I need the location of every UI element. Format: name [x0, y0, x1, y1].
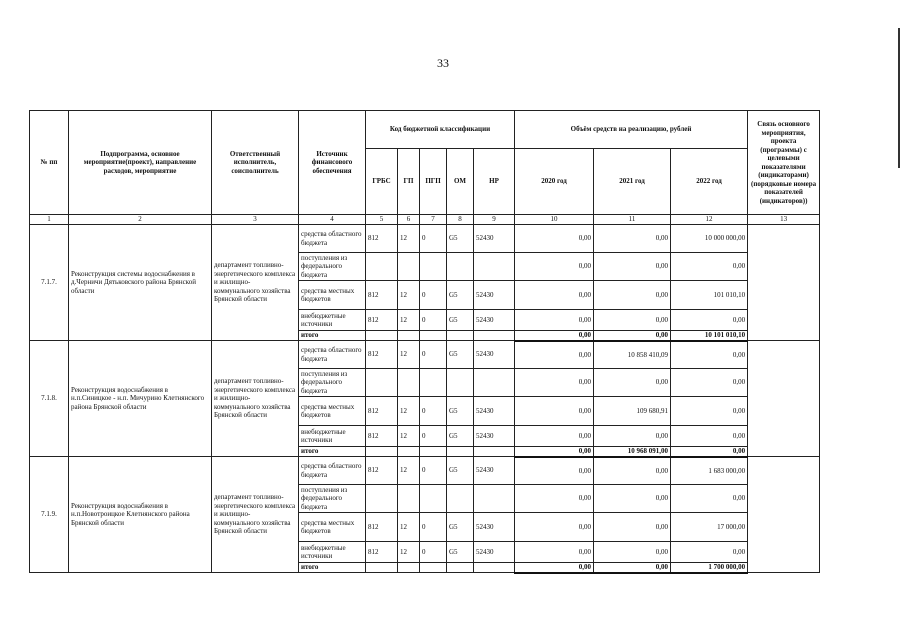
column-index: 6: [398, 215, 420, 225]
amount-2021: 0,00: [594, 485, 671, 513]
amount-2020: 0,00: [515, 369, 594, 397]
amount-2022: 10 000 000,00: [671, 225, 748, 253]
code-nr: 52430: [474, 513, 515, 542]
column-index: 10: [515, 215, 594, 225]
code-nr: 52430: [474, 542, 515, 563]
code-om: G5: [447, 225, 474, 253]
code-nr: 52430: [474, 341, 515, 369]
amount-2020: 0,00: [515, 457, 594, 485]
amount-2020: 0,00: [515, 281, 594, 310]
code-gp: 12: [398, 542, 420, 563]
funding-source: средства местных бюджетов: [299, 397, 366, 426]
code-pgp: [420, 369, 447, 397]
measure-executor: департамент топливно-энергетического комплекса и жилищно-коммунального хозяйства Брянской области: [212, 341, 299, 457]
code-nr: 52430: [474, 397, 515, 426]
code-gp: 12: [398, 341, 420, 369]
funding-source: средства местных бюджетов: [299, 281, 366, 310]
code-om: [447, 447, 474, 457]
code-om: [447, 563, 474, 573]
code-grbs: [366, 447, 398, 457]
code-grbs: [366, 331, 398, 341]
code-pgp: 0: [420, 341, 447, 369]
amount-2021: 0,00: [594, 253, 671, 281]
header-link: Связь основного мероприятия, проекта (программы) с целевыми показателями (индикаторами) (порядковые номера показателей (индикаторов)): [748, 111, 820, 215]
amount-2021: 0,00: [594, 310, 671, 331]
amount-2022: 0,00: [671, 426, 748, 447]
amount-2022: 1 683 000,00: [671, 457, 748, 485]
code-pgp: 0: [420, 225, 447, 253]
amount-2022: 0,00: [671, 542, 748, 563]
measure-executor: департамент топливно-энергетического комплекса и жилищно-коммунального хозяйства Брянской области: [212, 225, 299, 341]
code-om: G5: [447, 341, 474, 369]
total-2021: 10 968 091,00: [594, 447, 671, 457]
code-om: G5: [447, 281, 474, 310]
code-grbs: 812: [366, 426, 398, 447]
column-index: 8: [447, 215, 474, 225]
code-pgp: 0: [420, 397, 447, 426]
total-2022: 0,00: [671, 447, 748, 457]
code-pgp: [420, 253, 447, 281]
table-row: [30, 457, 820, 485]
code-pgp: 0: [420, 310, 447, 331]
column-index: 4: [299, 215, 366, 225]
amount-2020: 0,00: [515, 310, 594, 331]
amount-2022: 0,00: [671, 310, 748, 331]
amount-2022: 0,00: [671, 341, 748, 369]
column-index: 11: [594, 215, 671, 225]
indicator-link: [748, 225, 820, 341]
measure-name: Реконструкция системы водоснабжения в д.Черничи Дятьковского района Брянской области: [69, 225, 212, 341]
code-om: G5: [447, 426, 474, 447]
code-om: G5: [447, 542, 474, 563]
code-grbs: 812: [366, 225, 398, 253]
amount-2020: 0,00: [515, 485, 594, 513]
code-om: [447, 485, 474, 513]
code-gp: 12: [398, 397, 420, 426]
code-pgp: [420, 447, 447, 457]
total-label: итого: [299, 563, 366, 573]
amount-2021: 0,00: [594, 542, 671, 563]
total-2020: 0,00: [515, 563, 594, 573]
code-pgp: 0: [420, 281, 447, 310]
amount-2021: 0,00: [594, 457, 671, 485]
code-gp: [398, 563, 420, 573]
code-pgp: [420, 563, 447, 573]
code-gp: 12: [398, 310, 420, 331]
code-grbs: [366, 253, 398, 281]
header-subprogram: Подпрограмма, основное мероприятие(проект), направление расходов, мероприятие: [69, 111, 212, 215]
funding-source: внебюджетные источники: [299, 426, 366, 447]
code-nr: [474, 563, 515, 573]
header-source: Источник финансового обеспечения: [299, 111, 366, 215]
code-om: [447, 253, 474, 281]
amount-2022: 101 010,10: [671, 281, 748, 310]
amount-2021: 0,00: [594, 426, 671, 447]
header-grbs: ГРБС: [366, 149, 398, 215]
code-gp: 12: [398, 513, 420, 542]
column-index: 9: [474, 215, 515, 225]
total-2022: 10 101 010,10: [671, 331, 748, 341]
column-index: 13: [748, 215, 820, 225]
header-num: № пп: [30, 111, 69, 215]
measure-number: 7.1.8.: [30, 341, 69, 457]
code-nr: [474, 331, 515, 341]
code-om: G5: [447, 513, 474, 542]
amount-2020: 0,00: [515, 426, 594, 447]
column-index: 7: [420, 215, 447, 225]
code-grbs: [366, 485, 398, 513]
header-2022: 2022 год: [671, 149, 748, 215]
code-om: G5: [447, 310, 474, 331]
amount-2022: 17 000,00: [671, 513, 748, 542]
code-grbs: 812: [366, 513, 398, 542]
code-nr: [474, 253, 515, 281]
total-2020: 0,00: [515, 447, 594, 457]
header-classification: Код бюджетной классификации: [366, 111, 515, 149]
measure-name: Реконструкция водоснабжения в н.п.Новотроицкое Клетнянского района Брянской области: [69, 457, 212, 573]
total-label: итого: [299, 331, 366, 341]
total-2021: 0,00: [594, 331, 671, 341]
amount-2022: 0,00: [671, 253, 748, 281]
amount-2021: 109 680,91: [594, 397, 671, 426]
code-pgp: 0: [420, 426, 447, 447]
code-pgp: 0: [420, 457, 447, 485]
amount-2020: 0,00: [515, 225, 594, 253]
code-gp: [398, 369, 420, 397]
amount-2022: 0,00: [671, 485, 748, 513]
code-gp: 12: [398, 457, 420, 485]
funding-source: поступления из федерального бюджета: [299, 485, 366, 513]
funding-source: поступления из федерального бюджета: [299, 369, 366, 397]
page-edge-line: [898, 28, 900, 168]
amount-2021: 0,00: [594, 369, 671, 397]
column-index: 3: [212, 215, 299, 225]
funding-source: средства местных бюджетов: [299, 513, 366, 542]
code-nr: 52430: [474, 426, 515, 447]
header-nr: НР: [474, 149, 515, 215]
indicator-link: [748, 457, 820, 573]
indicator-link: [748, 341, 820, 457]
header-executor: Ответственный исполнитель, соисполнитель: [212, 111, 299, 215]
funding-source: внебюджетные источники: [299, 310, 366, 331]
code-grbs: 812: [366, 341, 398, 369]
code-grbs: [366, 369, 398, 397]
measure-name: Реконструкция водоснабжения в н.п.Синицкое - н.п. Мичурино Клетнянского района Брянской области: [69, 341, 212, 457]
total-label: итого: [299, 447, 366, 457]
code-nr: 52430: [474, 281, 515, 310]
code-pgp: 0: [420, 513, 447, 542]
column-index: 2: [69, 215, 212, 225]
header-2020: 2020 год: [515, 149, 594, 215]
amount-2022: 0,00: [671, 397, 748, 426]
code-gp: [398, 331, 420, 341]
code-nr: 52430: [474, 225, 515, 253]
amount-2020: 0,00: [515, 397, 594, 426]
amount-2020: 0,00: [515, 513, 594, 542]
total-2020: 0,00: [515, 331, 594, 341]
code-pgp: 0: [420, 542, 447, 563]
header-gp: ГП: [398, 149, 420, 215]
column-index: 5: [366, 215, 398, 225]
budget-table: [29, 110, 820, 574]
amount-2022: 0,00: [671, 369, 748, 397]
page-number: 33: [437, 56, 449, 70]
amount-2020: 0,00: [515, 253, 594, 281]
code-gp: [398, 485, 420, 513]
funding-source: средства областного бюджета: [299, 225, 366, 253]
table-row: [30, 341, 820, 369]
amount-2021: 10 858 410,09: [594, 341, 671, 369]
code-nr: [474, 369, 515, 397]
code-om: G5: [447, 397, 474, 426]
funding-source: средства областного бюджета: [299, 341, 366, 369]
total-2021: 0,00: [594, 563, 671, 573]
code-gp: [398, 253, 420, 281]
column-index-row: [30, 215, 820, 225]
code-grbs: 812: [366, 457, 398, 485]
header-2021: 2021 год: [594, 149, 671, 215]
header-volume: Объём средств на реализацию, рублей: [515, 111, 748, 149]
code-nr: [474, 485, 515, 513]
table-row: [30, 225, 820, 253]
code-nr: 52430: [474, 310, 515, 331]
code-gp: 12: [398, 281, 420, 310]
total-2022: 1 700 000,00: [671, 563, 748, 573]
amount-2020: 0,00: [515, 542, 594, 563]
code-om: [447, 369, 474, 397]
code-om: [447, 331, 474, 341]
code-grbs: 812: [366, 281, 398, 310]
header-om: ОМ: [447, 149, 474, 215]
code-pgp: [420, 331, 447, 341]
code-nr: [474, 447, 515, 457]
amount-2021: 0,00: [594, 513, 671, 542]
funding-source: средства областного бюджета: [299, 457, 366, 485]
code-gp: 12: [398, 225, 420, 253]
code-nr: 52430: [474, 457, 515, 485]
column-index: 12: [671, 215, 748, 225]
measure-number: 7.1.9.: [30, 457, 69, 573]
measure-executor: департамент топливно-энергетического комплекса и жилищно-коммунального хозяйства Брянской области: [212, 457, 299, 573]
amount-2021: 0,00: [594, 281, 671, 310]
code-om: G5: [447, 457, 474, 485]
header-pgp: ПГП: [420, 149, 447, 215]
code-grbs: 812: [366, 310, 398, 331]
amount-2021: 0,00: [594, 225, 671, 253]
column-index: 1: [30, 215, 69, 225]
code-grbs: 812: [366, 542, 398, 563]
code-grbs: 812: [366, 397, 398, 426]
code-gp: 12: [398, 426, 420, 447]
code-grbs: [366, 563, 398, 573]
amount-2020: 0,00: [515, 341, 594, 369]
code-gp: [398, 447, 420, 457]
funding-source: поступления из федерального бюджета: [299, 253, 366, 281]
funding-source: внебюджетные источники: [299, 542, 366, 563]
code-pgp: [420, 485, 447, 513]
measure-number: 7.1.7.: [30, 225, 69, 341]
